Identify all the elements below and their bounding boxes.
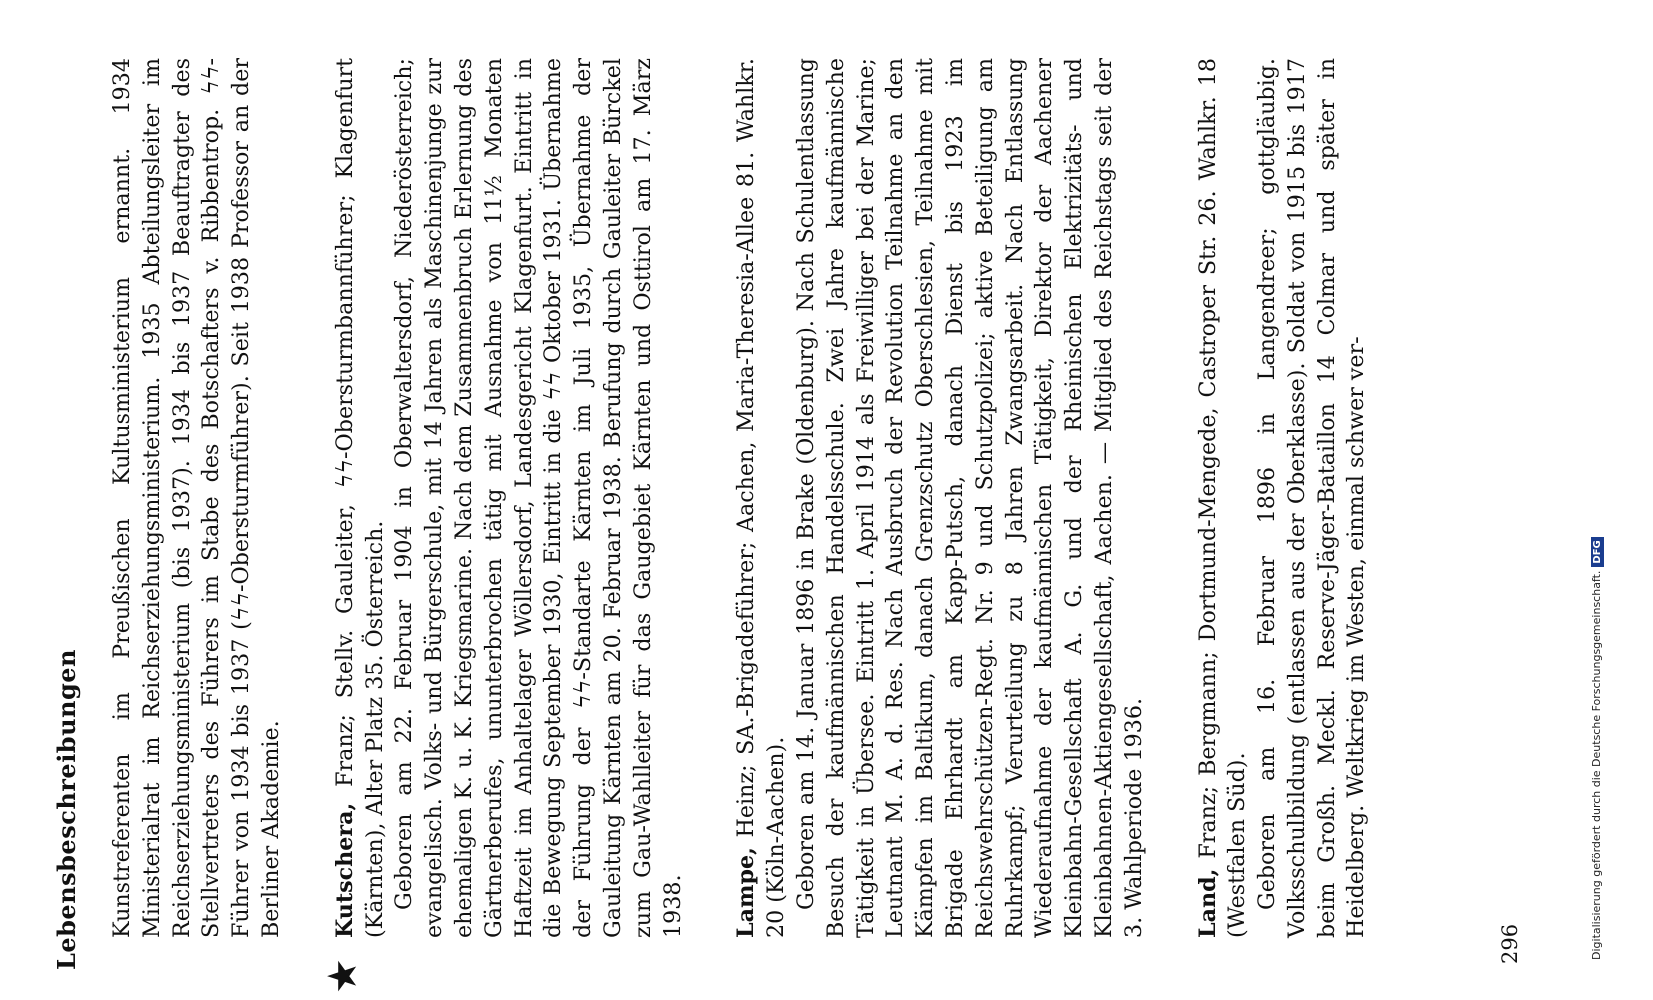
digitization-note <box>1590 20 1604 960</box>
entry-head-details: Franz; Bergmann; Dortmund-Mengede, Castroper Str. 26. Wahlkr. 18 (Westfalen Süd). <box>1194 58 1251 938</box>
entry-name: Lampe, <box>733 847 760 938</box>
entry-heading <box>331 58 391 938</box>
dfg-logo-icon: DFG <box>1591 537 1604 566</box>
entry-name: Land, <box>1194 868 1221 938</box>
biography-entry-lampe <box>732 58 1149 938</box>
intro-paragraph: Kunstreferenten im Preußischen Kultusministerium ernannt. 1934 Ministerialrat im Reichserziehungsministerium. 1935 Abteilungsleiter im Reichserziehungsministerium (bis 1937). 1934 bis 1937 Beauftragter des Stellvertreters des Führers im Stabe des Botschafters v. Ribbentrop. ϟϟ-Führer von 1934 bis 1937 (ϟϟ-Obersturmführer). Seit 1938 Professor an der Berliner Akademie. <box>109 58 284 938</box>
star-marker-icon: ★ <box>319 958 366 994</box>
text-column <box>108 58 1372 994</box>
entry-body: Geboren am 16. Februar 1896 in Langendreer; gottgläubig. Volksschulbildung (entlassen aus der Oberklasse). Soldat von 1915 bis 1917 beim Großh. Meckl. Reserve-Jäger-Bataillon 14 Colmar und später in Heidelberg. Weltkrieg im Westen, einmal schwer ver- <box>1254 58 1370 938</box>
entry-name: Kutschera, <box>331 802 358 938</box>
entry-heading <box>1194 58 1254 938</box>
entry-head-details: Franz; Stellv. Gauleiter, ϟϟ-Obersturmbannführer; Klagenfurt (Kärnten), Alter Platz 35. Österreich. <box>331 58 388 938</box>
biography-entry-kutschera <box>319 58 689 994</box>
digitization-note-text: Digitalisierung gefördert durch die Deutsche Forschungsgemeinschaft. <box>1590 570 1603 960</box>
entry-body: Geboren am 22. Februar 1904 in Oberwaltersdorf, Niederösterreich; evangelisch. Volks- und Bürgerschule, mit 14 Jahren als Maschinenjunge zur ehemaligen K. u. K. Kriegsmarine. Nach dem Zusammenbruch Erlernung des Gärtnerberufes, ununterbrochen tätig mit Ausnahme von 11½ Monaten Haftzeit im Anhaltelager Wöllersdorf, Landesgericht Klagenfurt. Eintritt in die Bewegung September 1930, Eintritt in die ϟϟ Oktober 1931. Übernahme der Führung der ϟϟ-Standarte Kärnten im Juli 1935, Übernahme der Gauleitung Kärnten am 20. Februar 1938. Berufung durch Gauleiter Bürckel zum Gau-Wahlleiter für das Gaugebiet Kärnten und Osttirol am 17. März 1938. <box>391 58 686 938</box>
entry-head-details: Heinz; SA.-Brigadeführer; Aachen, Maria-Theresia-Allee 81. Wahlkr. 20 (Köln-Aachen). <box>733 58 790 938</box>
entry-body: Geboren am 14. Januar 1896 in Brake (Oldenburg). Nach Schulentlassung Besuch der kaufmännischen Handelsschule. Zwei Jahre kaufmännische Tätigkeit in Übersee. Eintritt 1. April 1914 als Freiwilliger bei der Marine; Leutnant M. A. d. Res. Nach Ausbruch der Revolution Teilnahme an den Kämpfen im Baltikum, danach Grenzschutz Oberschlesien, Teilnahme mit Brigade Ehrhardt am Kapp-Putsch, danach Dienst bis 1923 im Reichswehrschützen-Regt. Nr. 9 und Schutzpolizei; aktive Beteiligung am Ruhrkampf; Verurteilung zu 8 Jahren Zwangsarbeit. Nach Entlassung Wiederaufnahme der kaufmännischen Tätigkeit, Direktor der Aachener Kleinbahn-Gesellschaft A. G. und der Rheinischen Elektrizitäts- und Kleinbahnen-Aktiengesellschaft, Aachen. — Mitglied des Reichstags seit der 3. Wahlperiode 1936. <box>792 58 1147 938</box>
entry-heading <box>732 58 792 938</box>
page-number: 296 <box>1498 923 1522 964</box>
page-header: Lebensbeschreibungen <box>52 649 81 970</box>
biography-entry-land <box>1194 58 1373 938</box>
